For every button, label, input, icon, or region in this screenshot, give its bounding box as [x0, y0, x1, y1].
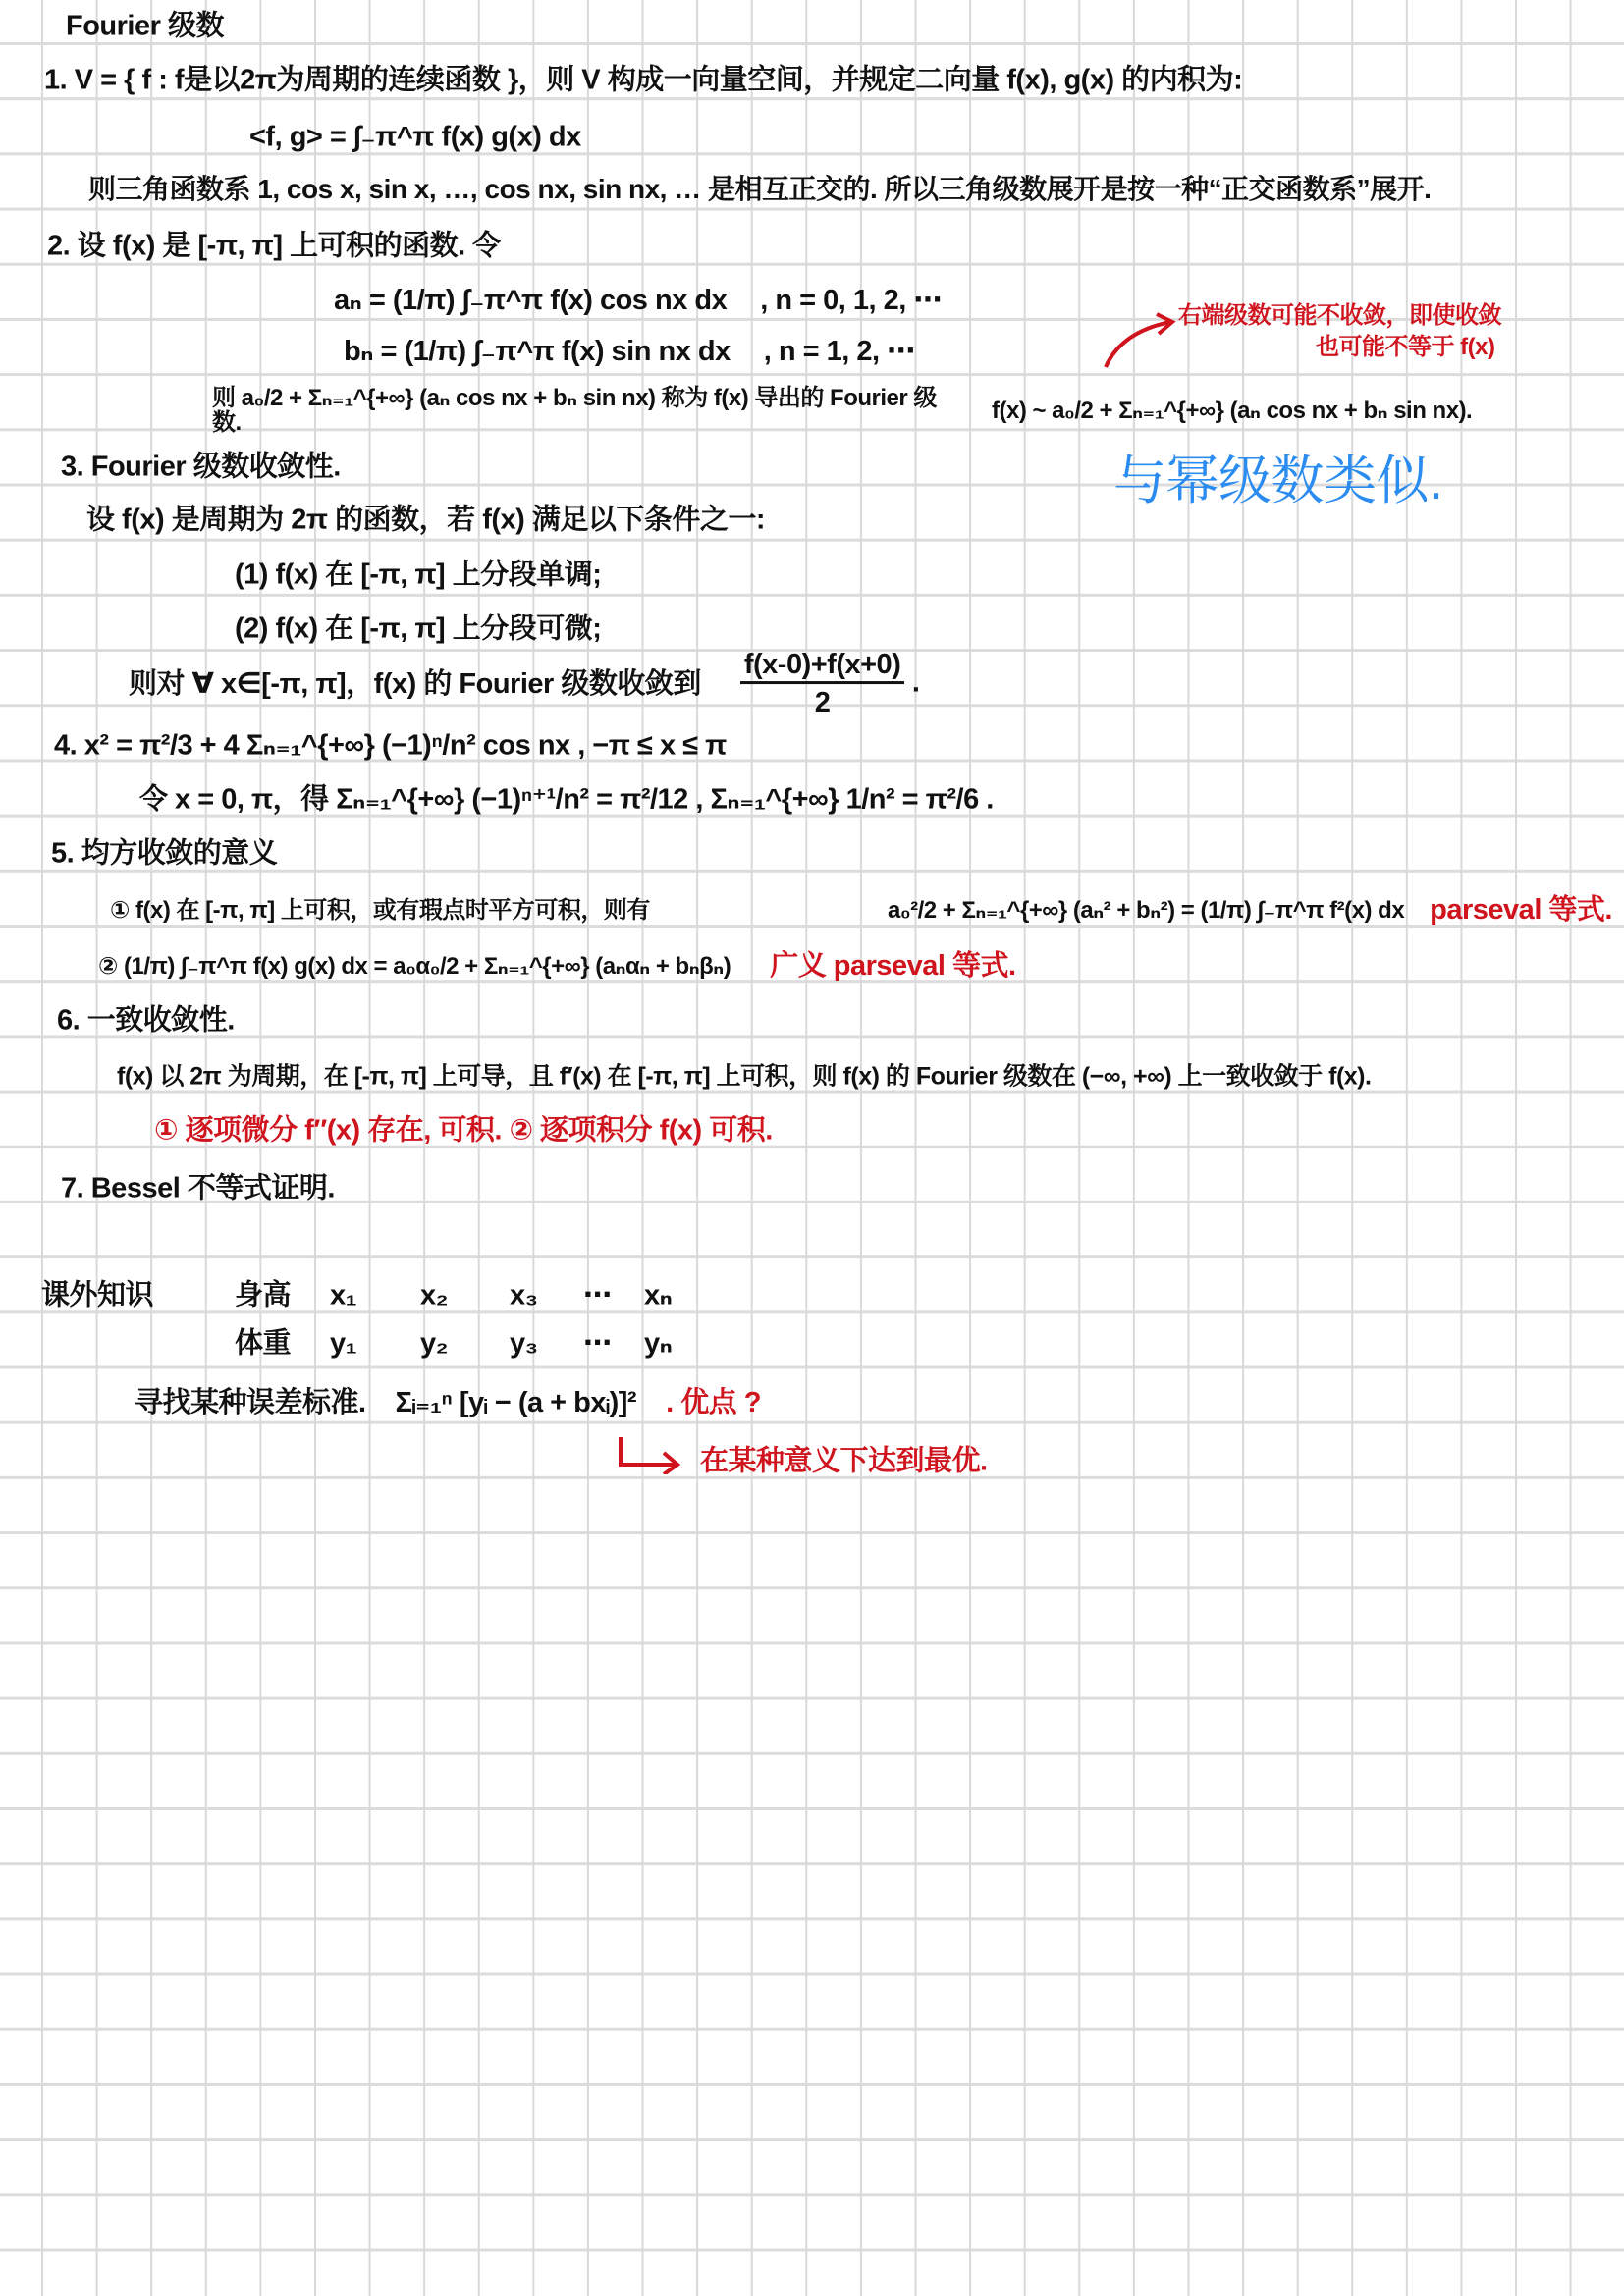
height-value: xₙ	[644, 1279, 673, 1311]
generalized-parseval-note: 广义 parseval 等式.	[770, 949, 1016, 982]
extra-knowledge-label: 课外知识	[41, 1279, 154, 1311]
fourier-approx-formula: f(x) ~ a₀/2 + Σₙ₌₁^{+∞} (aₙ cos nx + bₙ sin nx).	[992, 397, 1473, 424]
convergence-conclusion: 则对 ∀ x∈[-π, π]，f(x) 的 Fourier 级数收敛到	[129, 667, 701, 700]
parseval-condition: ① f(x) 在 [-π, π] 上可积，或有瑕点时平方可积，则有	[110, 896, 650, 924]
section3-heading: 3. Fourier 级数收敛性.	[61, 451, 341, 483]
weight-value: y₁	[330, 1327, 357, 1360]
section5-heading: 5. 均方收敛的意义	[51, 837, 278, 870]
height-value: x₁	[330, 1279, 357, 1311]
limit-fraction	[740, 650, 920, 719]
red-hook-arrow-icon	[617, 1435, 695, 1474]
bn-formula: bₙ = (1/π) ∫₋π^π f(x) sin nx dx	[344, 335, 731, 367]
bn-row	[344, 337, 915, 366]
x-squared-expansion: 4. x² = π²/3 + 4 Σₙ₌₁^{+∞} (−1)ⁿ/n² cos nx , −π ≤ x ≤ π	[54, 729, 727, 762]
weight-value: y₃	[510, 1327, 538, 1360]
power-series-note: 与幂级数类似.	[1113, 452, 1443, 510]
red-arrow-icon	[1102, 312, 1180, 371]
fraction-numerator: f(x-0)+f(x+0)	[740, 650, 905, 684]
weight-value: ⋯	[583, 1327, 612, 1360]
fraction-denominator: 2	[814, 687, 831, 720]
least-squares-formula: Σᵢ₌₁ⁿ [yᵢ − (a + bxᵢ)]²	[395, 1386, 637, 1418]
section2-heading: 2. 设 f(x) 是 [-π, π] 上可积的函数. 令	[47, 230, 501, 262]
advantage-question: . 优点 ?	[666, 1386, 761, 1418]
page-title: Fourier 级数	[66, 10, 224, 42]
height-value: x₃	[510, 1279, 538, 1311]
an-formula: aₙ = (1/π) ∫₋π^π f(x) cos nx dx	[334, 284, 728, 316]
inner-product-formula: <f, g> = ∫₋π^π f(x) g(x) dx	[249, 121, 581, 153]
error-criterion-text: 寻找某种误差标准.	[135, 1386, 366, 1418]
generalized-parseval-row	[98, 951, 1016, 981]
fourier-series-definition: 则 a₀/2 + Σₙ₌₁^{+∞} (aₙ cos nx + bₙ sin nx) 称为 f(x) 导出的 Fourier 级数.	[212, 384, 937, 436]
bn-range: , n = 1, 2, ⋯	[763, 335, 915, 367]
section1-definition: 1. V = { f : f是以2π为周期的连续函数 }，则 V 构成一向量空间，并规定二向量 f(x), g(x) 的内积为:	[44, 64, 1243, 96]
convergence-warning-note-2: 也可能不等于 f(x)	[1316, 334, 1495, 360]
height-value: x₂	[420, 1279, 449, 1311]
termwise-note: ① 逐项微分 f″(x) 存在, 可积. ② 逐项积分 f(x) 可积.	[154, 1114, 773, 1147]
weight-value: yₙ	[644, 1327, 673, 1360]
fourier-series-row	[212, 386, 1611, 435]
condition-2: (2) f(x) 在 [-π, π] 上分段可微;	[235, 613, 602, 645]
weight-value: y₂	[420, 1327, 449, 1360]
height-value: ⋯	[583, 1279, 612, 1311]
an-row	[334, 286, 942, 315]
convergence-conclusion-row	[129, 650, 919, 719]
weight-label: 体重	[235, 1327, 292, 1360]
generalized-parseval-formula: ② (1/π) ∫₋π^π f(x) g(x) dx = a₀α₀/2 + Σₙ₌₁^{+∞} (aₙαₙ + bₙβₙ)	[98, 952, 731, 980]
height-label: 身高	[235, 1279, 292, 1311]
parseval-row	[110, 895, 1612, 925]
parseval-formula: a₀²/2 + Σₙ₌₁^{+∞} (aₙ² + bₙ²) = (1/π) ∫₋π^π f²(x) dx	[887, 896, 1405, 924]
uniform-convergence-theorem: f(x) 以 2π 为周期，在 [-π, π] 上可导，且 f′(x) 在 [-π, π] 上可积，则 f(x) 的 Fourier 级数在 (−∞, +∞) 上一致收敛于 f(x).	[117, 1062, 1372, 1091]
section6-heading: 6. 一致收敛性.	[57, 1004, 235, 1037]
convergence-warning-note: 右端级数可能不收敛，即使收敛	[1178, 302, 1501, 329]
parseval-note: parseval 等式.	[1430, 893, 1612, 926]
series-sum-results: 令 x = 0, π，得 Σₙ₌₁^{+∞} (−1)ⁿ⁺¹/n² = π²/12 , Σₙ₌₁^{+∞} 1/n² = π²/6 .	[139, 783, 994, 816]
period: .	[911, 667, 920, 699]
orthogonality-statement: 则三角函数系 1, cos x, sin x, …, cos nx, sin nx, … 是相互正交的. 所以三角级数展开是按一种“正交函数系”展开.	[88, 173, 1432, 204]
condition-1: (1) f(x) 在 [-π, π] 上分段单调;	[235, 559, 602, 591]
an-range: , n = 0, 1, 2, ⋯	[760, 284, 942, 316]
optimality-answer: 在某种意义下达到最优.	[700, 1445, 988, 1477]
least-squares-row	[135, 1388, 761, 1417]
convergence-premise: 设 f(x) 是周期为 2π 的函数，若 f(x) 满足以下条件之一:	[86, 504, 766, 536]
section7-heading: 7. Bessel 不等式证明.	[61, 1172, 335, 1204]
